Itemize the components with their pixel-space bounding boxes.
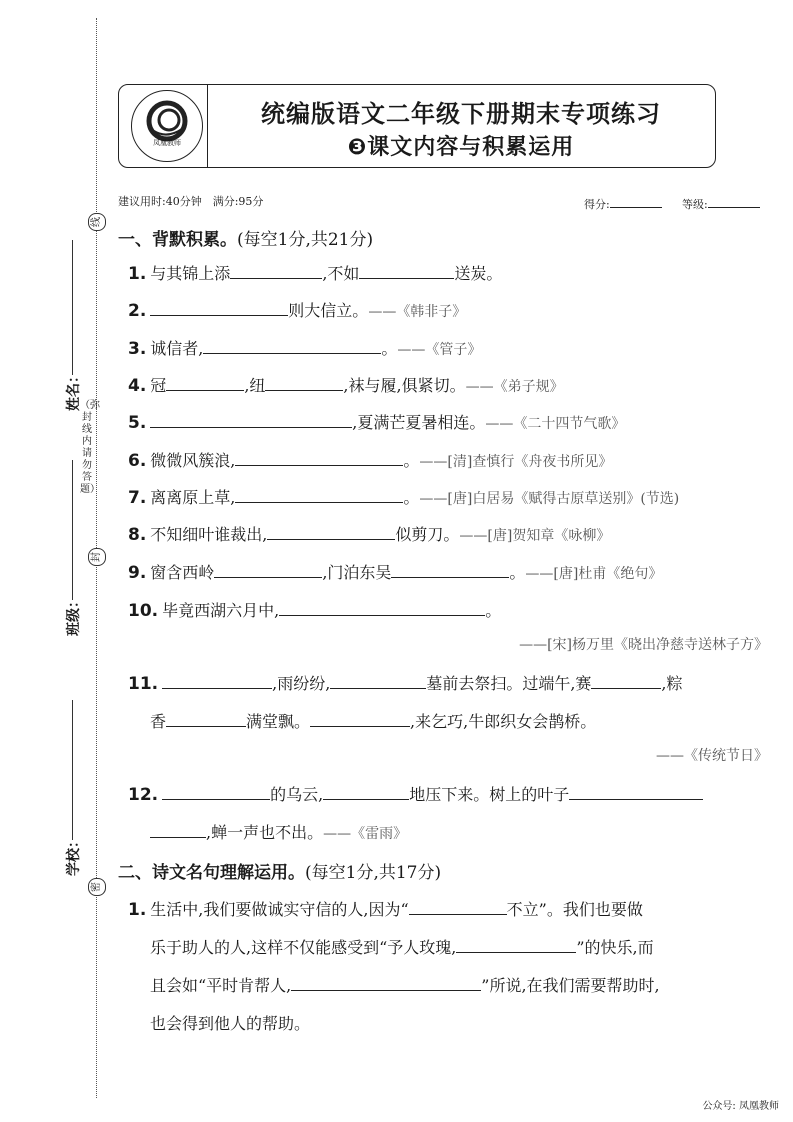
answer-blank[interactable] xyxy=(591,674,661,689)
question-1-12: 12. 的乌云, 地压下来。树上的叶子 xyxy=(128,782,703,805)
answer-blank[interactable] xyxy=(569,785,703,800)
answer-blank[interactable] xyxy=(310,712,410,727)
question-1-9: 9. 窗含西岭 ,门泊东吴 。——[唐]杜甫《绝句》 xyxy=(128,563,663,583)
footer-credit: 公众号: 凤凰教师 xyxy=(702,1101,779,1112)
score-blank[interactable] xyxy=(610,193,662,208)
answer-blank[interactable] xyxy=(235,451,403,466)
time-score-info: 建议用时:40分钟 满分:95分 xyxy=(118,195,264,208)
answer-blank[interactable] xyxy=(203,339,381,354)
header-divider xyxy=(207,85,208,167)
answer-blank[interactable] xyxy=(150,413,352,428)
seal-mark-seal: 封 xyxy=(88,548,106,566)
seal-mark-line: 线 xyxy=(88,213,106,231)
answer-blank[interactable] xyxy=(166,712,246,727)
page-subtitle: ❸课文内容与积累运用 xyxy=(347,135,575,160)
answer-blank[interactable] xyxy=(323,785,409,800)
answer-blank[interactable] xyxy=(330,674,426,689)
question-1-8: 8. 不知细叶谁裁出, 似剪刀。——[唐]贺知章《咏柳》 xyxy=(128,525,611,545)
answer-blank[interactable] xyxy=(291,976,481,991)
grade-field: 等级: xyxy=(682,193,760,212)
question-2-1-line-3: 且会如“平时肯帮人, ”所说,在我们需要帮助时, xyxy=(150,976,660,995)
section-1-heading: 一、背默积累。(每空1分,共21分) xyxy=(118,230,374,250)
logo xyxy=(131,90,203,162)
grade-blank[interactable] xyxy=(708,193,760,208)
answer-blank[interactable] xyxy=(409,900,507,915)
question-1-4: 4. 冠 ,纽 ,袜与履,俱紧切。——《弟子规》 xyxy=(128,376,564,396)
question-1-2: 2. 则大信立。——《韩非子》 xyxy=(128,301,467,321)
answer-blank[interactable] xyxy=(391,563,509,578)
answer-blank[interactable] xyxy=(162,785,270,800)
question-1-1: 1. 与其锦上添 ,不如 送炭。 xyxy=(128,264,503,284)
answer-blank[interactable] xyxy=(359,264,454,279)
logo-text: 凤凰教师 xyxy=(153,139,181,147)
question-1-10-source: ——[宋]杨万里《晓出净慈寺送林子方》 xyxy=(519,637,768,653)
question-2-1: 1. 生活中,我们要做诚实守信的人,因为“ 不立”。我们也要做 xyxy=(128,900,643,920)
title-box xyxy=(118,84,716,168)
question-1-3: 3. 诚信者, 。——《管子》 xyxy=(128,339,482,359)
answer-blank[interactable] xyxy=(230,264,322,279)
school-label: 学校： xyxy=(66,834,82,876)
question-1-5: 5. ,夏满芒夏暑相连。——《二十四节气歌》 xyxy=(128,413,626,433)
answer-blank[interactable] xyxy=(265,376,343,391)
question-1-11-line-2: 香 满堂飘。 ,来乞巧,牛郎织女会鹊桥。 xyxy=(150,712,597,731)
answer-blank[interactable] xyxy=(150,823,206,838)
answer-blank[interactable] xyxy=(235,488,403,503)
answer-blank[interactable] xyxy=(267,525,395,540)
answer-blank[interactable] xyxy=(214,563,322,578)
section-2-heading: 二、诗文名句理解运用。(每空1分,共17分) xyxy=(118,863,442,883)
answer-blank[interactable] xyxy=(162,674,272,689)
binding-note: （弥封线内请勿答题） xyxy=(80,400,100,495)
question-1-10: 10. 毕竟西湖六月中, 。 xyxy=(128,601,502,621)
question-1-7: 7. 离离原上草, 。——[唐]白居易《赋得古原草送别》(节选) xyxy=(128,488,680,508)
school-field-line[interactable] xyxy=(72,700,73,840)
answer-blank[interactable] xyxy=(166,376,244,391)
page-title: 统编版语文二年级下册期末专项练习 xyxy=(261,100,661,128)
answer-blank[interactable] xyxy=(456,938,576,953)
name-field-line[interactable] xyxy=(72,240,73,375)
question-1-11: 11. ,雨纷纷, 墓前去祭扫。过端午,赛 ,粽 xyxy=(128,674,683,694)
question-1-6: 6. 微微风簇浪, 。——[清]查慎行《舟夜书所见》 xyxy=(128,451,613,471)
name-label: 姓名： xyxy=(66,369,82,411)
answer-blank[interactable] xyxy=(150,301,288,316)
question-1-12-line-2: ,蝉一声也不出。——《雷雨》 xyxy=(150,820,407,843)
question-1-11-source: ——《传统节日》 xyxy=(656,748,768,764)
answer-blank[interactable] xyxy=(279,601,485,616)
question-2-1-line-4: 也会得到他人的帮助。 xyxy=(150,1014,311,1033)
swirl-logo-icon xyxy=(132,91,202,161)
seal-mark-dense: 密 xyxy=(88,878,106,896)
question-2-1-line-2: 乐于助人的人,这样不仅能感受到“予人玫瑰, ”的快乐,而 xyxy=(150,938,654,957)
class-label: 班级： xyxy=(66,594,82,636)
score-field: 得分: xyxy=(584,193,662,212)
class-field-line[interactable] xyxy=(72,460,73,600)
